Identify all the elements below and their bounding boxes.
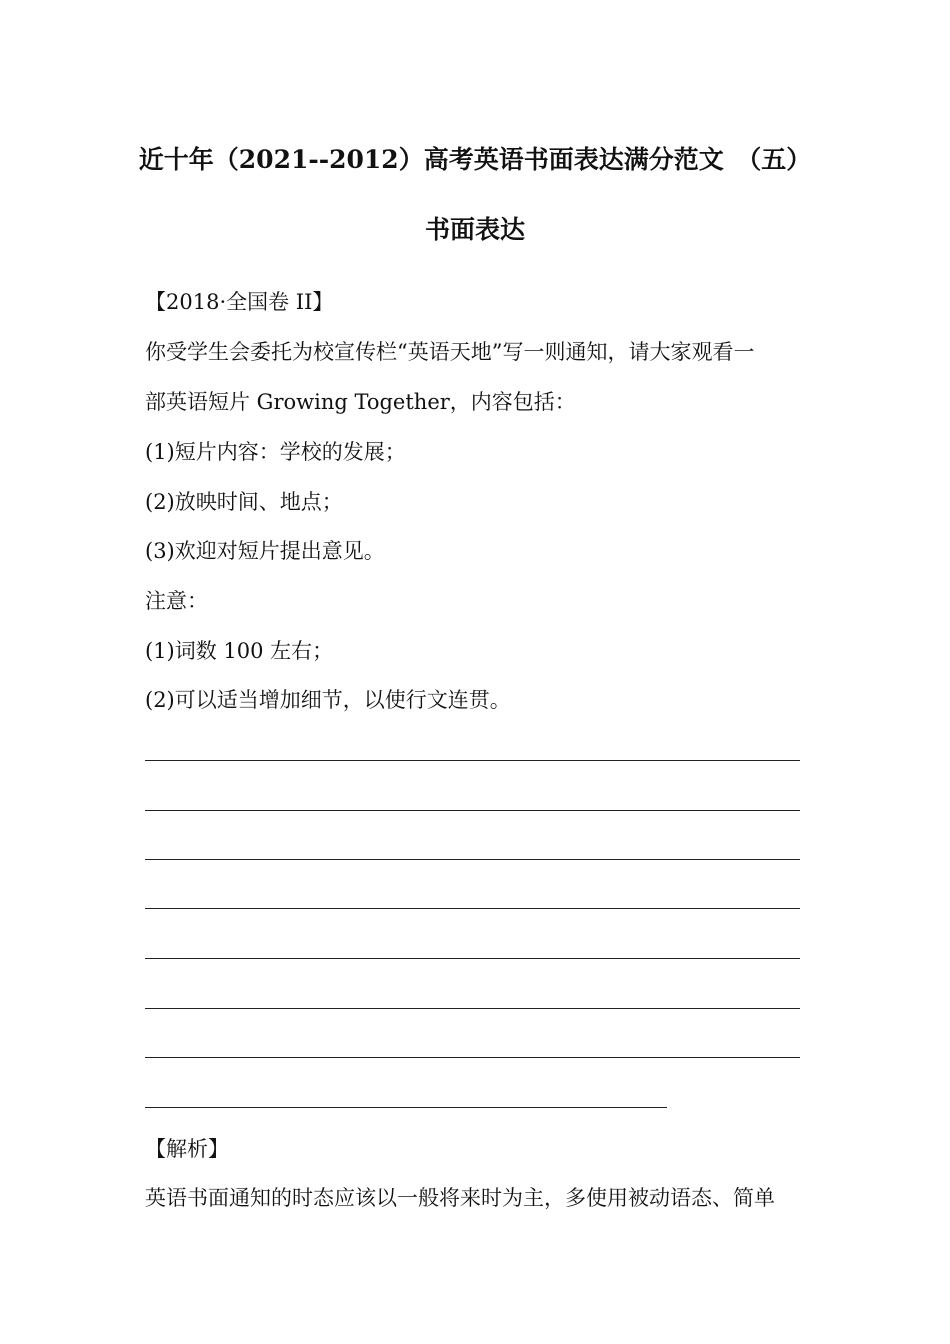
answer-line xyxy=(145,810,800,811)
analysis-label: 【解析】 xyxy=(145,1137,229,1161)
answer-line xyxy=(145,760,800,761)
answer-line xyxy=(145,859,800,860)
content-item: (2)放映时间、地点； xyxy=(145,490,343,514)
section-title: 书面表达 xyxy=(424,215,525,244)
answer-line xyxy=(145,1057,800,1058)
source-tag: 【2018·全国卷 II】 xyxy=(145,290,334,314)
answer-line xyxy=(145,958,800,959)
content-item: (3)欢迎对短片提出意见。 xyxy=(145,539,385,563)
answer-line xyxy=(145,1107,667,1108)
document-title: 近十年（2021--2012）高考英语书面表达满分范文 （五） xyxy=(138,145,812,174)
prompt-line: 部英语短片 Growing Together，内容包括： xyxy=(145,390,576,414)
notes-label: 注意： xyxy=(145,589,208,613)
prompt-line: 你受学生会委托为校宣传栏“英语天地”写一则通知，请大家观看一 xyxy=(145,340,755,364)
note-item: (1)词数 100 左右； xyxy=(145,639,334,663)
answer-line xyxy=(145,1008,800,1009)
note-item: (2)可以适当增加细节，以使行文连贯。 xyxy=(145,688,511,712)
answer-line xyxy=(145,908,800,909)
content-item: (1)短片内容：学校的发展； xyxy=(145,440,406,464)
analysis-text: 英语书面通知的时态应该以一般将来时为主，多使用被动语态、简单 xyxy=(145,1186,775,1210)
